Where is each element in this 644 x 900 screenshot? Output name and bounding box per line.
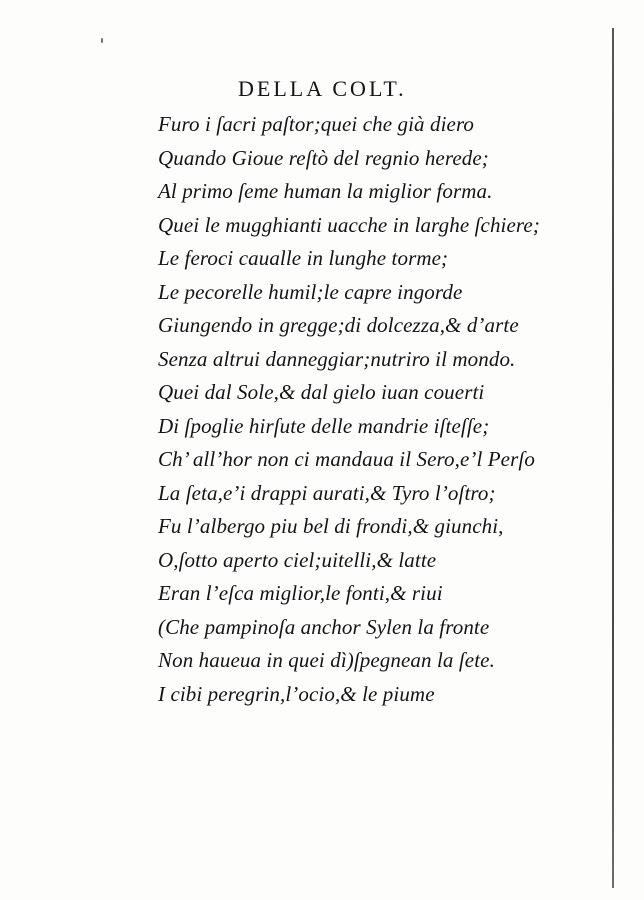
verse-line: Quei le mugghianti uacche in larghe ſchiere; (158, 212, 540, 237)
verse-line: Senza altrui danneggiar;nutriro il mondo. (158, 346, 516, 371)
verse-line: Al primo ſeme human la miglior forma. (158, 179, 493, 203)
verse-line: Giungendo in gregge;di dolcezza,& d’arte (158, 313, 519, 337)
verse-line: I cibi peregrin,l’ocio,& le piume (158, 681, 435, 706)
verse-line: (Che pampinoſa anchor Sylen la fronte (158, 614, 490, 639)
verse-line: Eran l’eſca miglior,le fonti,& riui (158, 581, 443, 605)
verse-list (158, 108, 598, 711)
verse-line: Fu l’albergo piu bel di frondi,& giunchi, (158, 514, 504, 538)
verse-line: Quando Gioue reſtò del regnio herede; (158, 145, 489, 170)
verse-line: Le feroci caualle in lunghe torme; (158, 246, 449, 270)
page-gutter-edge (612, 28, 614, 888)
verse-line: La ſeta,e’i drappi aurati,& Tyro l’oſtro; (158, 480, 496, 505)
verse-line: Ch’ all’hor non ci mandaua il Sero,e’l Perſo (158, 447, 535, 471)
verse-line: Non haueua in quei dì)ſpegnean la ſete. (158, 648, 495, 672)
verse-line: Furo i ſacri paſtor;quei che già diero (158, 112, 475, 136)
running-head: DELLA COLT. (238, 76, 407, 101)
ink-speck (101, 38, 103, 43)
verse-line: Di ſpoglie hirſute delle mandrie iſteſſe; (158, 413, 490, 438)
verse-line: O,ſotto aperto ciel;uitelli,& latte (158, 547, 437, 572)
verse-line: Quei dal Sole,& dal gielo iuan couerti (158, 380, 485, 404)
verse-line: Le pecorelle humil;le capre ingorde (158, 279, 463, 304)
